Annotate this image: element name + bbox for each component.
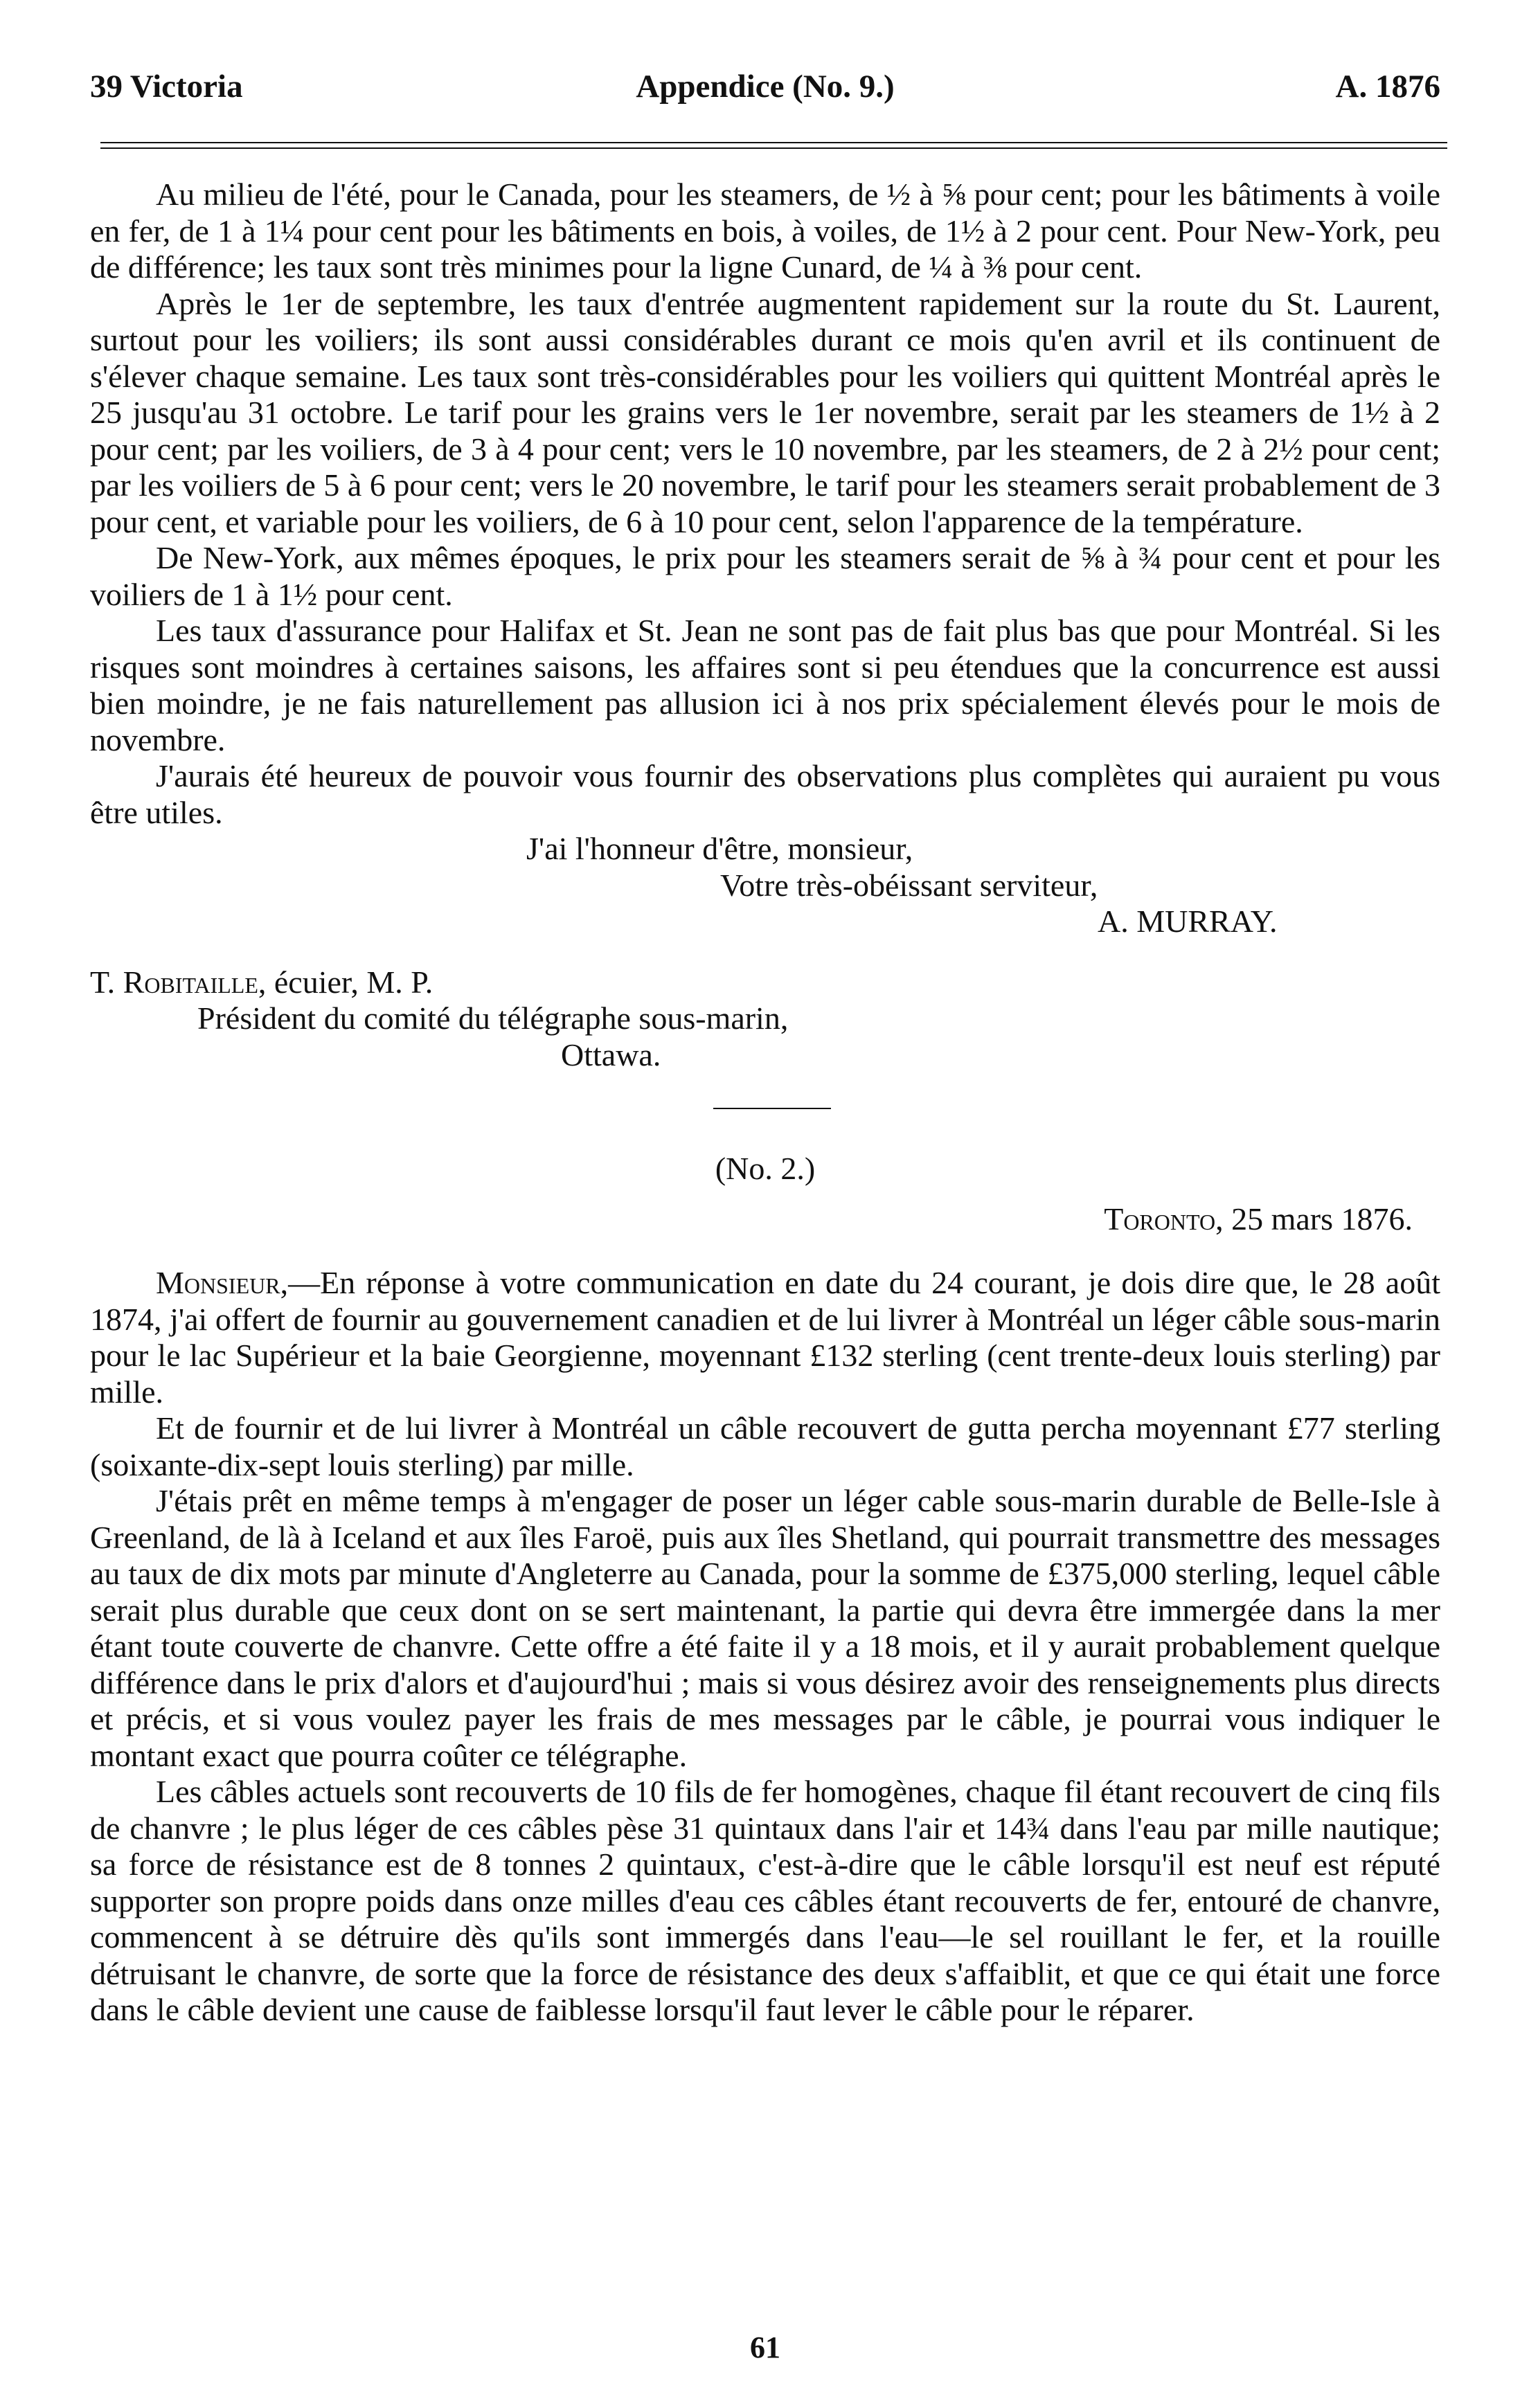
signature-name: A. MURRAY.: [1098, 904, 1278, 939]
closing-honneur: J'ai l'honneur d'être, monsieur,: [526, 831, 913, 866]
paragraph-response: [90, 1265, 1440, 1410]
paragraph-cable-construction: Les câbles actuels sont recouverts de 10 fils de fer homogènes, chaque fil étant recouvert de cinq fils de chanvre ; le plus léger de ces câbles pèse 31 quintaux dans l'air et 14¾ dans l'eau par mille nautique; sa force de résistance est de 8 tonnes 2 quintaux, c'est-à-dire que le câble lorsqu'il est neuf est réputé supporter son propre poids dans onze milles d'eau ces câbles étant recouverts de fer, entouré de chanvre, commencent à se détruire dès qu'ils sont immergés dans l'eau—le sel rouillant le fer, et la rouille détruisant le chanvre, de sorte que la force de résistance des deux s'affaiblit, et que ce qui était une force dans le câble devient une cause de faiblesse lorsqu'il faut lever le câble pour le réparer.: [90, 1774, 1440, 2027]
header-session: 39 Victoria: [90, 69, 243, 105]
paragraph-gutta-percha: Et de fournir et de lui livrer à Montréal un câble recouvert de gutta percha moyennant £77 sterling (soixante-dix-sept louis sterling) par mille.: [90, 1410, 1440, 1482]
header-double-rule: [100, 142, 1447, 149]
paragraph-closing-remark: J'aurais été heureux de pouvoir vous fournir des observations plus complètes qui auraient pu vous être utiles.: [90, 758, 1440, 830]
addressee-name: [90, 964, 1440, 1001]
addressee-name-caps: T. Robitaille: [90, 964, 258, 1000]
letter-two-body: [90, 1265, 1440, 2029]
addressee-title: , écuier, M. P.: [258, 964, 433, 1000]
letter-dateline: [90, 1201, 1440, 1238]
header-appendix: Appendice (No. 9.): [636, 69, 895, 105]
page-header: [90, 66, 1440, 107]
paragraph-new-york-rates: De New-York, aux mêmes époques, le prix pour les steamers serait de ⅝ à ¾ pour cent et pour les voiliers de 1 à 1½ pour cent.: [90, 540, 1440, 612]
paragraph-halifax-rates: Les taux d'assurance pour Halifax et St. Jean ne sont pas de fait plus bas que pour Montréal. Si les risques sont moindres à certaines saisons, les affaires sont si peu étendues que la concurrence est aussi bien moindre, je ne fais naturellement pas allusion ici à nos prix spécialement élevés pour le mois de novembre.: [90, 613, 1440, 757]
paragraph-summer-rates: Au milieu de l'été, pour le Canada, pour les steamers, de ½ à ⅝ pour cent; pour les bâtiments à voile en fer, de 1 à 1¼ pour cent pour les bâtiments en bois, à voiles, de 1½ à 2 pour cent. Pour New-York, peu de différence; les taux sont très minimes pour la ligne Cunard, de ¼ à ⅜ pour cent.: [90, 177, 1440, 285]
paragraph-response-text: ,—En réponse à votre communication en date du 24 courant, je dois dire que, le 28 août 1874, j'ai offert de fournir au gouvernement canadien et de lui livrer à Montréal un léger câble sous-marin pour le lac Supérieur et la baie Georgienne, moyennant £132 sterling (cent trente-deux louis sterling) par mille.: [90, 1265, 1440, 1410]
section-divider: [713, 1108, 831, 1109]
document-page: [90, 66, 1440, 2371]
addressee-city: Ottawa.: [561, 1036, 661, 1072]
header-year: A. 1876: [1335, 69, 1440, 105]
letter-number: (No. 2.): [715, 1151, 816, 1186]
paragraph-september-rates: Après le 1er de septembre, les taux d'entrée augmentent rapidement sur la route du St. Laurent, surtout pour les voiliers; ils sont aussi considérables durant ce mois qu'en avril et ils continuent de s'élever chaque semaine. Les taux sont très-considérables pour les voiliers qui quittent Montréal après le 25 jusqu'au 31 octobre. Le tarif pour les grains vers le 1er novembre, serait par les steamers de 1½ à 2 pour cent; par les voiliers, de 3 à 4 pour cent; vers le 10 novembre, par les steamers, de 2 à 2½ pour cent; par les voiliers de 5 à 6 pour cent; vers le 20 novembre, le tarif pour les steamers serait probablement de 3 pour cent, et variable pour les voiliers, de 6 à 10 pour cent, selon l'apparence de la température.: [90, 285, 1440, 539]
page-number: 61: [750, 2330, 780, 2364]
closing-votre: Votre très-obéissant serviteur,: [720, 867, 1098, 903]
paragraph-atlantic-cable: J'étais prêt en même temps à m'engager de poser un léger cable sous-marin durable de Belle-Isle à Greenland, de là à Iceland et aux îles Faroë, puis aux îles Shetland, qui pourrait transmettre des messages au taux de dix mots par minute d'Angleterre au Canada, pour la somme de £375,000 sterling, lequel câble serait plus durable que ceux dont on se sert maintenant, la partie qui devra être immergée dans la mer étant toute couverte de chanvre. Cette offre a été faite il y a 18 mois, et il y aurait probablement quelque différence dans le prix d'alors et d'aujourd'hui ; mais si vous désirez avoir des renseignements plus directs et précis, et si vous voulez payer les frais de mes messages par le câble, je pourrai vous indiquer le montant exact que pourra coûter ce télégraphe.: [90, 1483, 1440, 1773]
dateline-date: , 25 mars 1876.: [1215, 1201, 1413, 1237]
dateline-place: Toronto: [1104, 1201, 1216, 1237]
addressee-position: Président du comité du télégraphe sous-marin,: [197, 1000, 789, 1036]
letter-one-body: [90, 177, 1440, 1073]
salutation: Monsieur: [156, 1265, 280, 1300]
